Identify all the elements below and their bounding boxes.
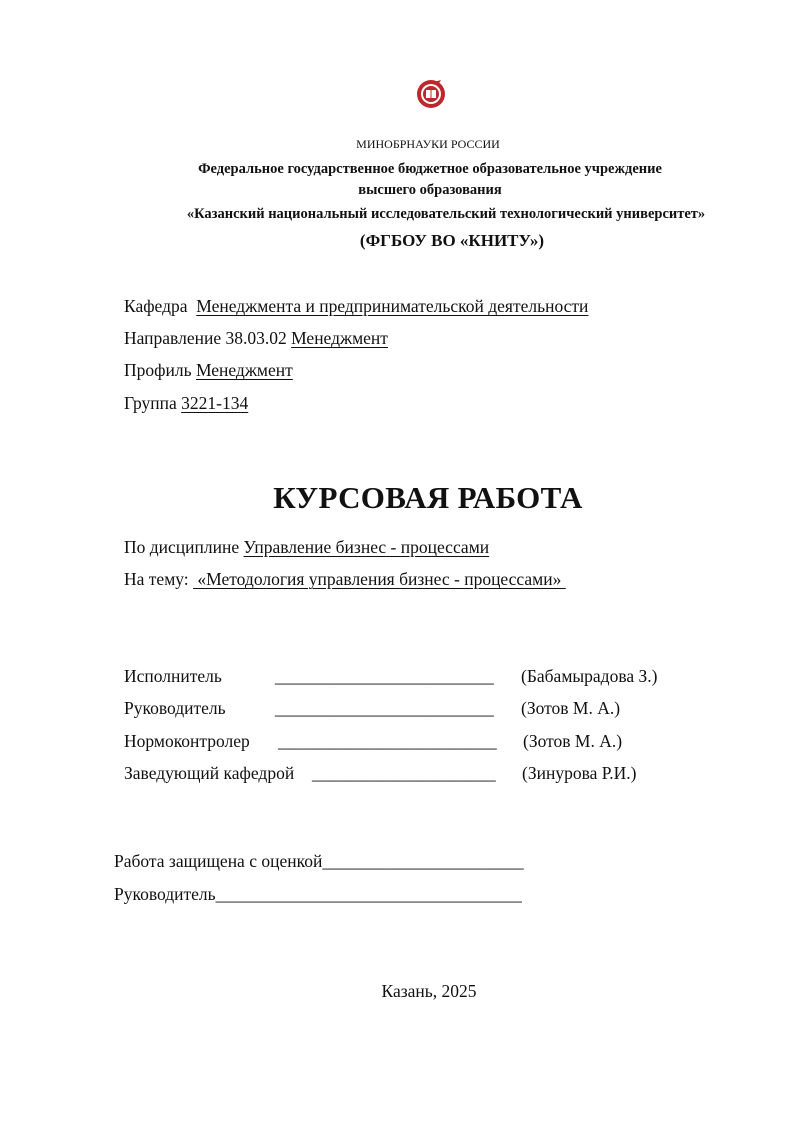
- signature-name: (Зотов М. А.): [521, 698, 621, 718]
- supervisor-row: [114, 884, 522, 905]
- supervisor-label: Руководитель: [114, 884, 216, 904]
- signature-name: (Зинурова Р.И.): [522, 763, 637, 783]
- signature-role: Заведующий кафедрой: [124, 763, 295, 783]
- group-label: Группа: [124, 393, 177, 413]
- topic-value: «Методология управления бизнес - процессами»: [193, 569, 566, 589]
- organization-line-2: высшего образования: [358, 182, 502, 198]
- grade-line: _______________________: [322, 851, 524, 871]
- topic-row: [124, 569, 566, 590]
- discipline-row: [124, 537, 489, 558]
- direction-label: Направление 38.03.02: [124, 328, 287, 348]
- signature-name: (Бабамырадова З.): [521, 666, 658, 686]
- group-value: 3221-134: [181, 393, 249, 413]
- direction-value: Менеджмент: [291, 328, 388, 348]
- group-row: [124, 393, 248, 414]
- grade-label: Работа защищена с оценкой: [114, 851, 323, 871]
- signature-line: _________________________: [278, 731, 497, 751]
- signature-role: Руководитель: [124, 698, 226, 718]
- university-name: «Казанский национальный исследовательский технологический университет»: [186, 206, 706, 222]
- ministry-label: МИНОБРНАУКИ РОССИИ: [356, 137, 500, 151]
- direction-row: [124, 328, 388, 349]
- signature-role: Нормоконтролер: [124, 731, 250, 751]
- department-value: Менеджмента и предпринимательской деятельности: [196, 296, 589, 316]
- profile-row: [124, 360, 293, 381]
- profile-value: Менеджмент: [195, 360, 293, 380]
- department-label: Кафедра: [124, 296, 188, 316]
- topic-label: На тему:: [124, 569, 189, 589]
- grade-row: [114, 851, 524, 872]
- signature-line: _____________________: [312, 763, 496, 783]
- signature-row: [124, 698, 226, 719]
- signature-name: (Зотов М. А.): [523, 731, 623, 751]
- profile-label: Профиль: [124, 360, 192, 380]
- discipline-value: Управление бизнес - процессами: [243, 537, 490, 557]
- city-year: Казань, 2025: [381, 981, 477, 1001]
- signature-row: [124, 666, 222, 687]
- organization-line-1: Федеральное государственное бюджетное образовательное учреждение: [198, 161, 662, 177]
- university-emblem-icon: [416, 79, 446, 109]
- discipline-label: По дисциплине: [124, 537, 240, 557]
- signature-row: [124, 763, 294, 784]
- signature-role: Исполнитель: [124, 666, 222, 686]
- signature-line: _________________________: [275, 698, 494, 718]
- signature-line: _________________________: [275, 666, 494, 686]
- supervisor-line: ___________________________________: [215, 884, 522, 904]
- signature-row: [124, 731, 250, 752]
- university-short-name: (ФГБОУ ВО «КНИТУ»): [359, 231, 545, 250]
- department-row: [124, 296, 588, 317]
- document-title: КУРСОВАЯ РАБОТА: [273, 480, 583, 515]
